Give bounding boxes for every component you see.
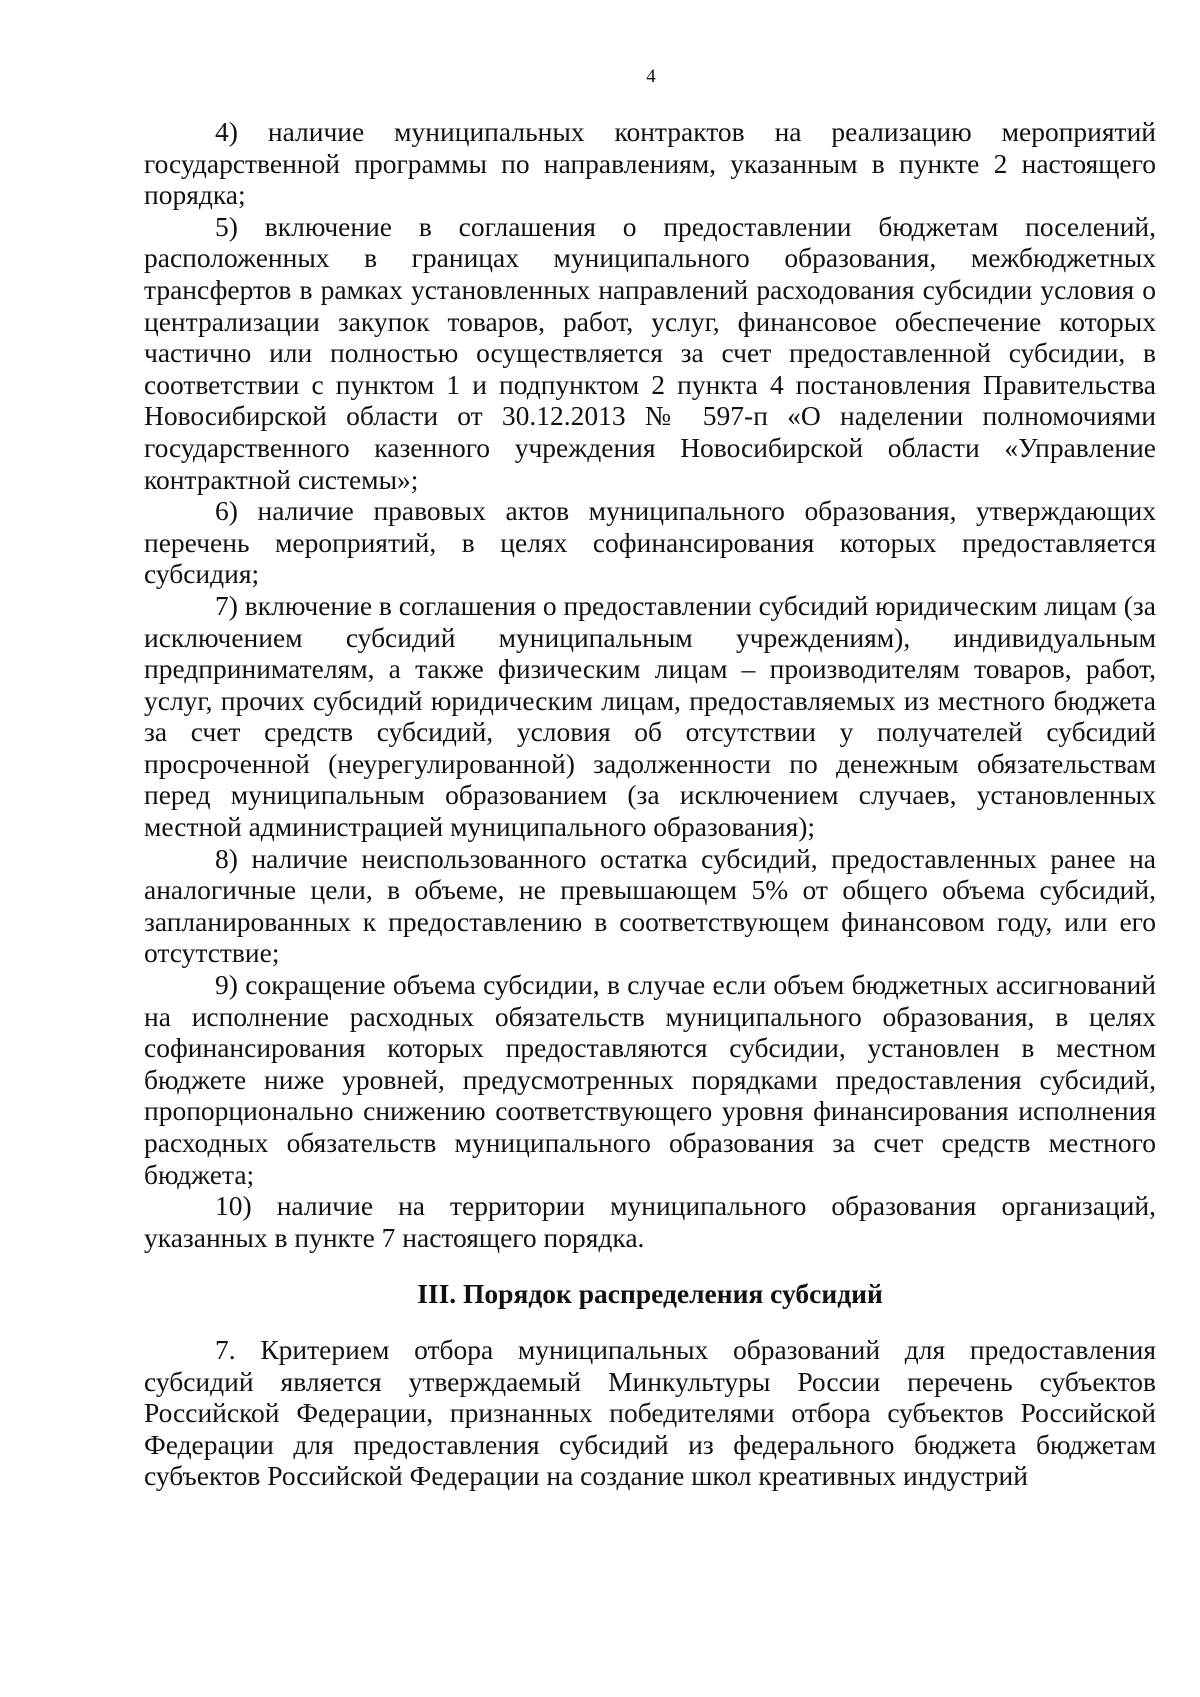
document-body — [144, 116, 1156, 1492]
paragraph-item-5: 5) включение в соглашения о предоставлении бюджетам поселений, расположенных в границах муниципального образования, межбюджетных трансфертов в рамках установленных направлений расходования субсидии условия о централизации закупок товаров, работ, услуг, финансовое обеспечение которых частично или полностью осуществляется за счет предоставленной субсидии, в соответствии с пунктом 1 и подпунктом 2 пункта 4 постановления Правительства Новосибирской области от 30.12.2013 № 597-п «О наделении полномочиями государственного казенного учреждения Новосибирской области «Управление контрактной системы»; — [144, 210, 1156, 495]
page-number: 4 — [646, 66, 656, 87]
paragraph-item-4: 4) наличие муниципальных контрактов на реализацию мероприятий государственной программы по направлениям, указанным в пункте 2 настоящего порядка; — [144, 116, 1156, 211]
paragraph-item-7: 7) включение в соглашения о предоставлении субсидий юридическим лицам (за исключением субсидий муниципальным учреждениям), индивидуальным предпринимателям, а также физическим лицам – производителям товаров, работ, услуг, прочих субсидий юридическим лицам, предоставляемых из местного бюджета за счет средств субсидий, условия об отсутствии у получателей субсидий просроченной (неурегулированной) задолженности по денежным обязательствам перед муниципальным образованием (за исключением случаев, установленных местной администрацией муниципального образования); — [144, 589, 1156, 843]
paragraph-item-10: 10) наличие на территории муниципального образования организаций, указанных в пункте 7 настоящего порядка. — [144, 1190, 1156, 1253]
section-heading: III. Порядок распределения субсидий — [417, 1278, 883, 1310]
paragraph-clause-7: 7. Критерием отбора муниципальных образований для предоставления субсидий является утверждаемый Минкультуры России перечень субъектов Российской Федерации, признанных победителями отбора субъектов Российской Федерации для предоставления субсидий из федерального бюджета бюджетам субъектов Российской Федерации на создание школ креативных индустрий — [144, 1333, 1156, 1492]
paragraph-item-9: 9) сокращение объема субсидии, в случае если объем бюджетных ассигнований на исполнение расходных обязательств муниципального образования, в целях софинансирования которых предоставляются субсидии, установлен в местном бюджете ниже уровней, предусмотренных порядками предоставления субсидий, пропорционально снижению соответствующего уровня финансирования исполнения расходных обязательств муниципального образования за счет средств местного бюджета; — [144, 969, 1156, 1190]
paragraph-item-8: 8) наличие неиспользованного остатка субсидий, предоставленных ранее на аналогичные цели, в объеме, не превышающем 5% от общего объема субсидий, запланированных к предоставлению в соответствующем финансовом году, или его отсутствие; — [144, 842, 1156, 969]
paragraph-item-6: 6) наличие правовых актов муниципального образования, утверждающих перечень мероприятий, в целях софинансирования которых предоставляется субсидия; — [144, 495, 1156, 590]
